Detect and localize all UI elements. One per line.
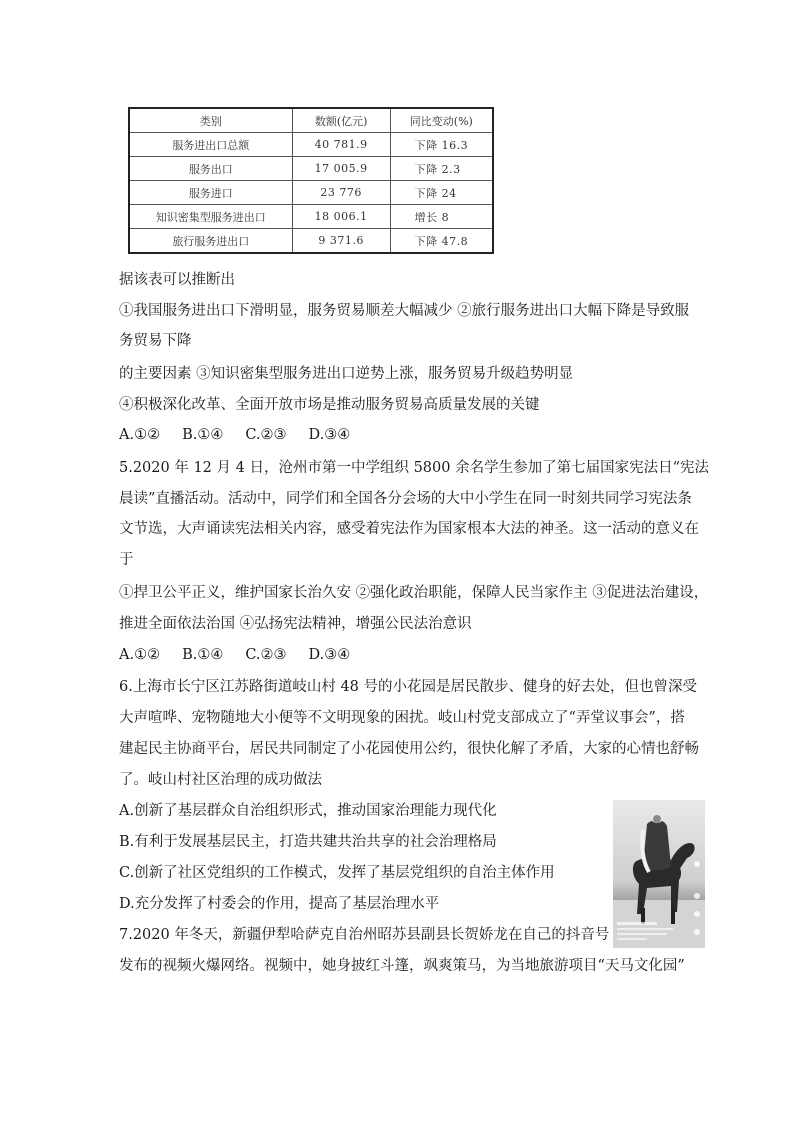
q6-stem-line: 大声喧哗、宠物随地大小便等不文明现象的困扰。岐山村党支部成立了“弄堂议事会”，搭 xyxy=(119,710,685,726)
table-row xyxy=(129,229,493,254)
q4-statement-line: 务贸易下降 xyxy=(119,333,192,349)
option-a: A.①② xyxy=(119,427,161,443)
horse-rider-photo xyxy=(613,800,705,948)
table-row xyxy=(129,157,493,181)
option-c: C.②③ xyxy=(245,647,287,663)
cell-amount: 40 781.9 xyxy=(292,133,390,157)
q4-statement-line: 的主要因素 ③知识密集型服务进出口逆势上涨，服务贸易升级趋势明显 xyxy=(119,366,574,382)
cell-category: 服务进出口总额 xyxy=(129,133,292,157)
option-b: B.①④ xyxy=(182,427,224,443)
q6-stem-line: 6.上海市长宁区江苏路街道岐山村 48 号的小花园是居民散步、健身的好去处，但也曾深受 xyxy=(119,679,697,695)
cell-change: 下降 47.8 xyxy=(390,229,493,254)
q5-statement-line: 推进全面依法治国 ④弘扬宪法精神，增强公民法治意识 xyxy=(119,616,472,632)
q5-stem-line: 于 xyxy=(119,552,134,568)
q4-lead: 据该表可以推断出 xyxy=(119,272,235,288)
table-row xyxy=(129,181,493,205)
cell-amount: 23 776 xyxy=(292,181,390,205)
q5-statement-line: ①捍卫公平正义，维护国家长治久安 ②强化政治职能，保障人民当家作主 ③促进法治建设， xyxy=(119,585,709,601)
q7-stem-line: 7.2020 年冬天，新疆伊犁哈萨克自治州昭苏县副县长贺娇龙在自己的抖音号 xyxy=(119,927,610,943)
q5-options xyxy=(119,645,372,665)
q7-stem-line: 发布的视频火爆网络。视频中，她身披红斗篷，飒爽策马，为当地旅游项目“天马文化园” xyxy=(119,958,685,974)
cell-category: 服务进口 xyxy=(129,181,292,205)
table-row xyxy=(129,205,493,229)
cell-change: 下降 16.3 xyxy=(390,133,493,157)
col-header-change: 同比变动(%) xyxy=(390,108,493,133)
cell-change: 增长 8 xyxy=(390,205,493,229)
option-d: D.③④ xyxy=(308,647,351,663)
q6-option-b: B.有利于发展基层民主，打造共建共治共享的社会治理格局 xyxy=(119,834,497,850)
option-d: D.③④ xyxy=(308,427,351,443)
table-header-row xyxy=(129,108,493,133)
q4-statement-line: ④积极深化改革、全面开放市场是推动服务贸易高质量发展的关键 xyxy=(119,397,540,413)
cell-change: 下降 24 xyxy=(390,181,493,205)
q5-stem-line: 文节选，大声诵读宪法相关内容，感受着宪法作为国家根本大法的神圣。这一活动的意义在 xyxy=(119,521,699,537)
cell-category: 旅行服务进出口 xyxy=(129,229,292,254)
cell-category: 知识密集型服务进出口 xyxy=(129,205,292,229)
cell-change: 下降 2.3 xyxy=(390,157,493,181)
q6-option-c: C.创新了社区党组织的工作模式，发挥了基层党组织的自治主体作用 xyxy=(119,865,555,881)
q6-option-a: A.创新了基层群众自治组织形式，推动国家治理能力现代化 xyxy=(119,803,497,819)
table-row xyxy=(129,133,493,157)
q6-stem-line: 了。岐山村社区治理的成功做法 xyxy=(119,772,322,788)
col-header-amount: 数额(亿元) xyxy=(292,108,390,133)
q6-stem-line: 建起民主协商平台，居民共同制定了小花园使用公约，很快化解了矛盾，大家的心情也舒畅 xyxy=(119,741,699,757)
q4-options xyxy=(119,425,372,445)
service-trade-table xyxy=(128,107,494,254)
q5-stem-line: 晨读”直播活动。活动中，同学们和全国各分会场的大中小学生在同一时刻共同学习宪法条 xyxy=(119,491,692,507)
q6-option-d: D.充分发挥了村委会的作用，提高了基层治理水平 xyxy=(119,896,440,912)
option-c: C.②③ xyxy=(245,427,287,443)
col-header-category: 类别 xyxy=(129,108,292,133)
cell-amount: 18 006.1 xyxy=(292,205,390,229)
cell-category: 服务出口 xyxy=(129,157,292,181)
cell-amount: 9 371.6 xyxy=(292,229,390,254)
option-b: B.①④ xyxy=(182,647,224,663)
q5-stem-line: 5.2020 年 12 月 4 日，沧州市第一中学组织 5800 余名学生参加了第七届国家宪法日“宪法 xyxy=(119,460,709,476)
q4-statement-line: ①我国服务进出口下滑明显，服务贸易顺差大幅减少 ②旅行服务进出口大幅下降是导致服 xyxy=(119,303,690,319)
cell-amount: 17 005.9 xyxy=(292,157,390,181)
option-a: A.①② xyxy=(119,647,161,663)
horse-rider-illustration xyxy=(613,800,705,948)
